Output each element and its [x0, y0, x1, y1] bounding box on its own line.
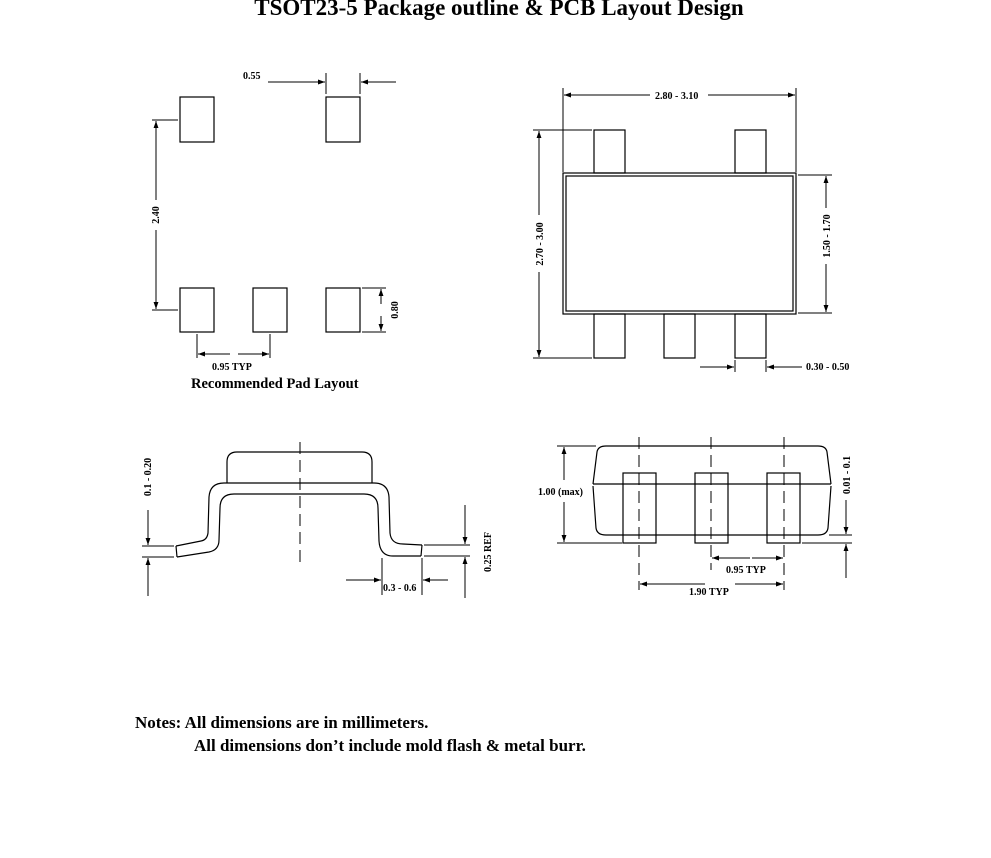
dim-foot-length: 0.3 - 0.6: [383, 583, 417, 594]
front-view: [538, 437, 853, 598]
front-body-lower: [593, 486, 831, 535]
lead-bottom-left: [594, 314, 625, 358]
dim-total-length: 2.70 - 3.00: [535, 222, 546, 266]
dim-pad-height: 0.80: [390, 301, 401, 319]
front-body-upper: [593, 446, 831, 484]
pad-layout-view: [151, 71, 401, 373]
dim-seating: 0.01 - 0.1: [842, 455, 853, 495]
notes-line-2: All dimensions don’t include mold flash & metal burr.: [194, 736, 586, 755]
dim-pitch: 0.95 TYP: [212, 362, 252, 373]
dim-total-width: 2.80 - 3.10: [655, 91, 699, 102]
package-body: [563, 173, 796, 314]
side-lead-outer: [176, 483, 422, 546]
lead-bottom-middle: [664, 314, 695, 358]
lead-top-left: [594, 130, 625, 173]
pad-top-left: [180, 97, 214, 142]
notes: [135, 711, 586, 757]
page-title: TSOT23-5 Package outline & PCB Layout Design: [254, 0, 744, 20]
dim-row-spacing: 2.40: [151, 206, 162, 224]
side-view: [142, 442, 494, 598]
dim-outer-pitch: 1.90 TYP: [689, 587, 729, 598]
side-lead-inner: [177, 494, 421, 557]
pad-top-right: [326, 97, 360, 142]
lead-bottom-right: [735, 314, 766, 358]
pad-bottom-middle: [253, 288, 287, 332]
dim-standoff: 0.1 - 0.20: [143, 457, 154, 497]
dim-front-pitch: 0.95 TYP: [726, 565, 766, 576]
pad-bottom-right: [326, 288, 360, 332]
dim-lead-thickness: 0.25 REF: [483, 532, 494, 572]
dim-height: 1.00 (max): [538, 487, 583, 498]
notes-label: Notes:: [135, 713, 182, 732]
dim-body-width: 1.50 - 1.70: [822, 214, 833, 258]
pad-layout-caption: Recommended Pad Layout: [191, 376, 359, 392]
dim-pad-width: 0.55: [243, 71, 261, 82]
dim-lead-width: 0.30 - 0.50: [806, 362, 850, 373]
pad-bottom-left: [180, 288, 214, 332]
lead-top-right: [735, 130, 766, 173]
notes-line-1: All dimensions are in millimeters.: [184, 713, 429, 732]
top-view: [533, 88, 849, 373]
